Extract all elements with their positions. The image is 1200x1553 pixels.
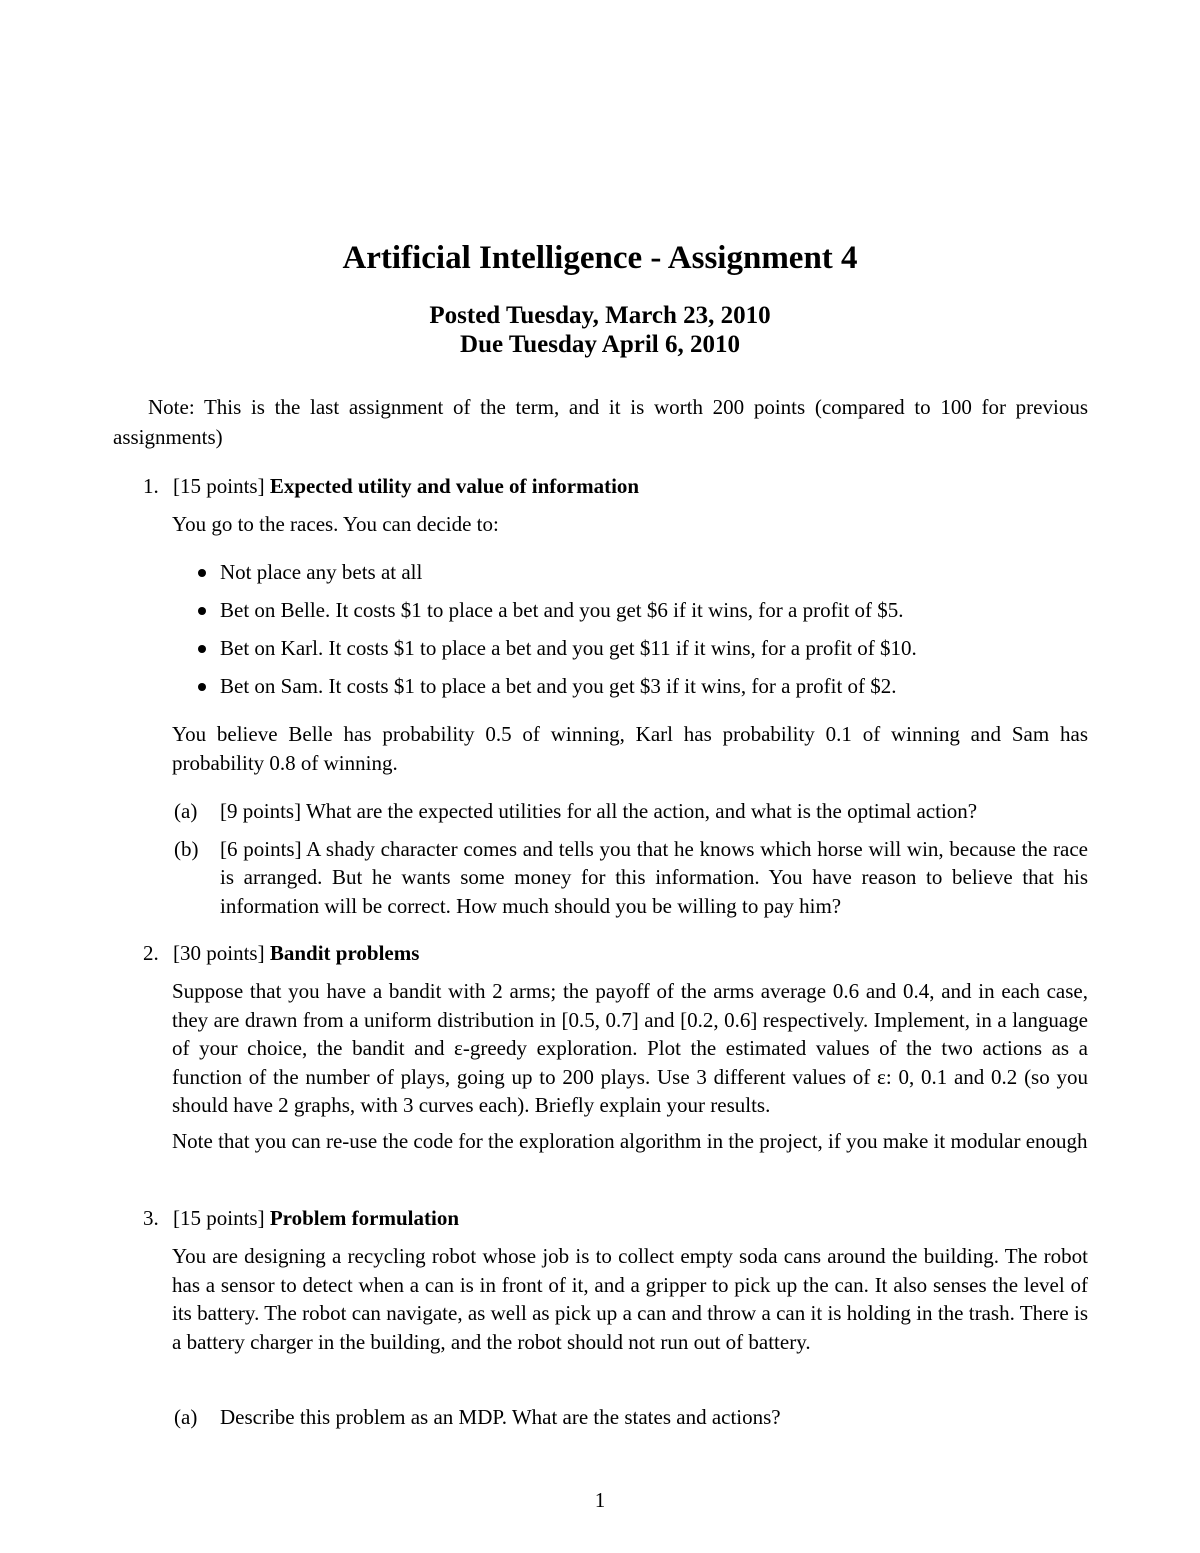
question-1-belief: You believe Belle has probability 0.5 of winning, Karl has probability 0.1 of winning and Sam has probability 0.8 of winning.: [172, 722, 1088, 775]
part-label: (b): [174, 836, 199, 861]
list-item: [172, 1403, 1088, 1432]
question-2-points: [30 points]: [173, 941, 265, 965]
option-text: Bet on Sam. It costs $1 to place a bet and you get $3 if it wins, for a profit of $2.: [220, 674, 897, 698]
page-title: Artificial Intelligence - Assignment 4: [342, 240, 858, 276]
question-1-parts: [172, 797, 1088, 929]
question-2-heading: [143, 939, 419, 967]
question-2-description: Suppose that you have a bandit with 2 arms; the payoff of the arms average 0.6 and 0.4, and in each case, they are drawn from a uniform distribution in [0.5, 0.7] and [0.2, 0.6] respectively. Implement, in a language of your choice, the bandit and ε-greedy exploration. Plot the estimated values of the two actions as a function of the number of plays, going up to 200 plays. Use 3 different values of ε: 0, 0.1 and 0.2 (so you should have 2 graphs, with 3 curves each). Briefly explain your results.: [172, 979, 1088, 1117]
bullet-icon: [198, 683, 206, 691]
list-item: [172, 835, 1088, 921]
list-item: [172, 672, 1088, 710]
posted-date: Posted Tuesday, March 23, 2010: [429, 302, 771, 329]
list-item: [172, 596, 1088, 634]
question-3-description: You are designing a recycling robot whose job is to collect empty soda cans around the building. The robot has a sensor to detect when a can is in front of it, and a gripper to pick up the can. It also senses the level of its battery. The robot can navigate, as well as pick up a can and throw a can it is holding in the trash. There is a battery charger in the building, and the robot should not run out of battery.: [172, 1244, 1088, 1354]
question-1-options: [172, 558, 1088, 710]
option-text: Bet on Belle. It costs $1 to place a bet and you get $6 if it wins, for a profit of $5.: [220, 598, 904, 622]
question-2-note: Note that you can re-use the code for the exploration algorithm in the project, if you make it modular enough: [172, 1129, 1088, 1153]
question-3-number: 3.: [143, 1206, 159, 1230]
question-1-number: 1.: [143, 474, 159, 498]
option-text: Not place any bets at all: [220, 560, 423, 584]
option-text: Bet on Karl. It costs $1 to place a bet and you get $11 if it wins, for a profit of $10.: [220, 636, 917, 660]
part-text: [6 points] A shady character comes and tells you that he knows which horse will win, because the race is arranged. But he wants some money for this information. You have reason to believe that his information will be correct. How much should you be willing to pay him?: [220, 836, 1088, 918]
question-1-title: Expected utility and value of information: [269, 474, 640, 498]
question-2-title: Bandit problems: [269, 941, 420, 965]
bullet-icon: [198, 607, 206, 615]
part-text: [9 points] What are the expected utilities for all the action, and what is the optimal action?: [220, 799, 978, 823]
page-number: 1: [594, 1488, 606, 1512]
part-label: (a): [174, 1405, 198, 1429]
question-1-points: [15 points]: [173, 474, 265, 498]
list-item: [172, 634, 1088, 672]
part-label: (a): [174, 799, 198, 823]
question-1-heading: [143, 472, 639, 500]
question-3-points: [15 points]: [173, 1206, 265, 1230]
question-1-intro: You go to the races. You can decide to:: [172, 512, 499, 536]
question-3-title: Problem formulation: [269, 1206, 460, 1230]
assignment-note: Note: This is the last assignment of the term, and it is worth 200 points (compared to 100 for previous assignments): [113, 395, 1088, 449]
question-3-heading: [143, 1204, 459, 1232]
due-date: Due Tuesday April 6, 2010: [460, 331, 740, 358]
question-2-number: 2.: [143, 941, 159, 965]
list-item: [172, 558, 1088, 596]
bullet-icon: [198, 569, 206, 577]
part-text: Describe this problem as an MDP. What are the states and actions?: [220, 1405, 781, 1429]
list-item: [172, 797, 1088, 826]
question-3-parts: [172, 1403, 1088, 1441]
bullet-icon: [198, 645, 206, 653]
